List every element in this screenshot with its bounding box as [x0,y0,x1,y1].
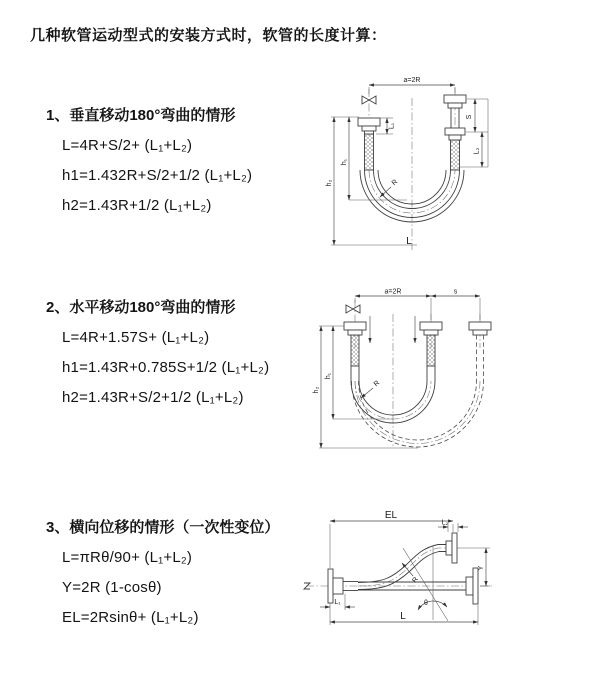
formula-line: h1=1.43R+0.785S+1/2 (L₁+L₂) [62,359,270,376]
upper-right-flange-fitting [446,533,457,563]
formula-line: L=πRθ/90+ (L₁+L₂) [62,549,193,566]
hose-s-curve [358,545,447,590]
section-3 [46,518,279,638]
formula-line: h2=1.43R+S/2+1/2 (L₁+L₂) [62,389,244,406]
section-1 [46,106,252,226]
braided-hose-left-leg [351,335,359,366]
dimension-el [330,510,453,568]
label-a2r: a=2R [403,77,421,84]
label-l2: L₂ [441,519,449,527]
dimension-a2r [369,77,455,94]
label-shift-s: s [453,288,458,296]
braided-hose-left-leg [365,134,374,170]
label-a2r: a=2R [384,288,402,296]
label-l-bottom: L [400,611,406,622]
label-theta: θ [424,600,428,607]
formula-line: h2=1.43R+1/2 (L₁+L₂) [62,197,212,214]
label-h2: h₂ [326,179,333,187]
label-r: R [390,178,400,188]
formula-line: h1=1.432R+S/2+1/2 (L₁+L₂) [62,167,253,184]
section-2 [46,298,269,418]
label-h1: h₁ [325,372,332,380]
left-fitting [344,322,366,335]
formula-line: Y=2R (1-cosθ) [62,579,162,596]
centerlines [355,300,480,446]
formula-line: EL=2Rsinθ+ (L₁+L₂) [62,609,199,626]
label-el: EL [384,510,398,521]
valve-icon [362,96,376,104]
diagram-vertical-180-bend [312,70,578,257]
braided-hose-right-leg [451,140,460,170]
braided-hose-mid-leg [427,335,435,366]
label-h2: h₂ [313,386,320,394]
label-l1: L₁ [388,122,396,130]
formula-line: L=4R+S/2+ (L₁+L₂) [62,137,193,154]
label-r: R [411,576,421,585]
valve-icon [346,305,360,313]
centerlines [369,88,455,250]
label-r: R [372,379,382,389]
dimension-h1-h2 [313,326,418,448]
label-l-bottom: L [406,236,412,247]
diagram-lateral-displacement [298,506,598,648]
right-fitting [469,322,491,335]
label-h1: h₁ [341,158,348,166]
section-1-heading: 1、垂直移动180°弯曲的情形 [46,107,236,124]
page-title: 几种软管运动型式的安装方式时，软管的长度计算： [30,27,387,44]
dimension-l [330,605,478,625]
dimension-l1 [320,594,355,610]
formula-line: L=4R+1.57S+ (L₁+L₂) [62,329,210,346]
label-l1: L₁ [334,599,341,606]
label-y: Y [478,565,485,571]
hose-shifted-position [352,335,484,447]
label-s: S [466,114,473,120]
diagram-horizontal-180-bend [308,286,598,458]
middle-fitting [420,322,442,335]
label-l2: L₂ [473,147,481,155]
radius-callout [361,380,381,398]
left-fitting [358,118,380,134]
movement-arrows [370,316,415,343]
section-2-heading: 2、水平移动180°弯曲的情形 [46,299,236,316]
dimension-a2r [355,289,480,321]
radius-callout [402,563,420,584]
section-3-heading: 3、横向位移的情形（一次性变位） [46,519,280,536]
